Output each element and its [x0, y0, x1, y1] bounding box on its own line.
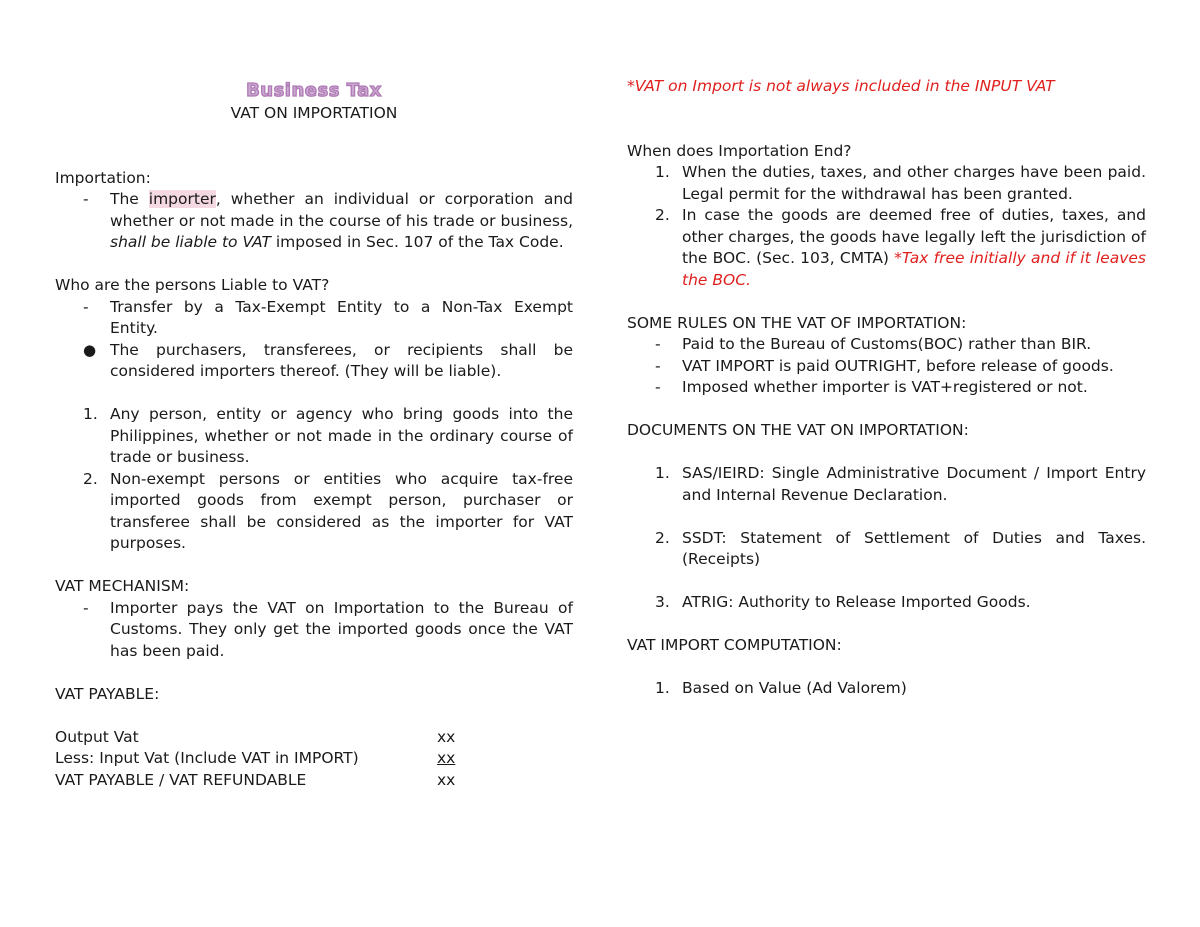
documents-heading: DOCUMENTS ON THE VAT ON IMPORTATION:	[627, 421, 969, 439]
dash-marker: -	[655, 378, 661, 396]
dash-marker: -	[655, 335, 661, 353]
emphasized-text: shall be liable to VAT	[110, 233, 271, 251]
numbered-item: 2. Non-exempt persons or entities who acquire tax-free imported goods from exempt person, purchaser or transferee shall be considered as the importer for VAT purposes.	[55, 469, 573, 555]
list-item: - Paid to the Bureau of Customs(BOC) rather than BIR.	[627, 334, 1146, 356]
mechanism-heading: VAT MECHANISM:	[55, 577, 190, 595]
liable-heading: Who are the persons Liable to VAT?	[55, 276, 330, 294]
list-item: ● The purchasers, transferees, or recipients shall be considered importers thereof. (They will be liable).	[55, 340, 573, 383]
list-item: - Transfer by a Tax-Exempt Entity to a Non-Tax Exempt Entity.	[55, 297, 573, 340]
highlighted-term: importer	[148, 190, 216, 208]
numbered-item: 3. ATRIG: Authority to Release Imported Goods.	[627, 592, 1146, 614]
number-marker: 2.	[655, 206, 670, 224]
dash-marker: -	[83, 297, 89, 316]
computation-heading: VAT IMPORT COMPUTATION:	[627, 636, 842, 654]
dash-marker: -	[655, 356, 661, 375]
number-marker: 1.	[655, 163, 670, 181]
payable-row: Output Vat xx	[55, 727, 456, 746]
numbered-item: 2. SSDT: Statement of Settlement of Duties and Taxes. (Receipts)	[627, 528, 1146, 571]
payable-heading: VAT PAYABLE:	[55, 684, 160, 703]
dash-marker: -	[83, 598, 89, 617]
numbered-item: 1. SAS/IEIRD: Single Administrative Document / Import Entry and Internal Revenue Declaration.	[627, 463, 1146, 506]
dash-marker: -	[83, 190, 89, 208]
list-item: - The importer, whether an individual or corporation and whether or not made in the course of his trade or business, shall be liable to VAT imposed in Sec. 107 of the Tax Code.	[55, 189, 573, 254]
document-title: Business Tax	[246, 80, 382, 101]
number-marker: 2.	[655, 528, 670, 547]
numbered-item: 1. When the duties, taxes, and other charges have been paid. Legal permit for the withdrawal has been granted.	[627, 162, 1146, 205]
number-marker: 1.	[83, 405, 98, 423]
right-column	[627, 76, 1146, 700]
number-marker: 3.	[655, 593, 670, 611]
numbered-item: 1. Based on Value (Ad Valorem)	[627, 678, 1146, 700]
tax-free-note: *Tax free initially and if it leaves the BOC.	[682, 249, 1146, 289]
rules-heading: SOME RULES ON THE VAT OF IMPORTATION:	[627, 313, 967, 332]
list-item: - Importer pays the VAT on Importation to the Bureau of Customs. They only get the imported goods once the VAT has been paid.	[55, 598, 573, 663]
list-item: - Imposed whether importer is VAT+registered or not.	[627, 377, 1146, 399]
payable-row: Less: Input Vat (Include VAT in IMPORT) xx	[55, 749, 456, 767]
import-vat-note: *VAT on Import is not always included in the INPUT VAT	[627, 77, 1055, 95]
list-item: - VAT IMPORT is paid OUTRIGHT, before release of goods.	[627, 356, 1146, 378]
document-subtitle: VAT ON IMPORTATION	[230, 104, 398, 122]
numbered-item: 1. Any person, entity or agency who bring goods into the Philippines, whether or not made in the ordinary course of trade or business.	[55, 404, 573, 469]
bullet-marker: ●	[83, 340, 97, 359]
number-marker: 2.	[83, 469, 98, 488]
payable-row: VAT PAYABLE / VAT REFUNDABLE xx	[55, 770, 456, 789]
numbered-item: 2. In case the goods are deemed free of duties, taxes, and other charges, the goods have legally left the jurisdiction of the BOC. (Sec. 103, CMTA) *Tax free initially and if it leaves the BOC.	[627, 205, 1146, 291]
number-marker: 1.	[655, 679, 670, 697]
left-column	[55, 76, 573, 791]
importation-heading: Importation:	[55, 168, 151, 187]
end-heading: When does Importation End?	[627, 141, 852, 160]
number-marker: 1.	[655, 464, 670, 482]
